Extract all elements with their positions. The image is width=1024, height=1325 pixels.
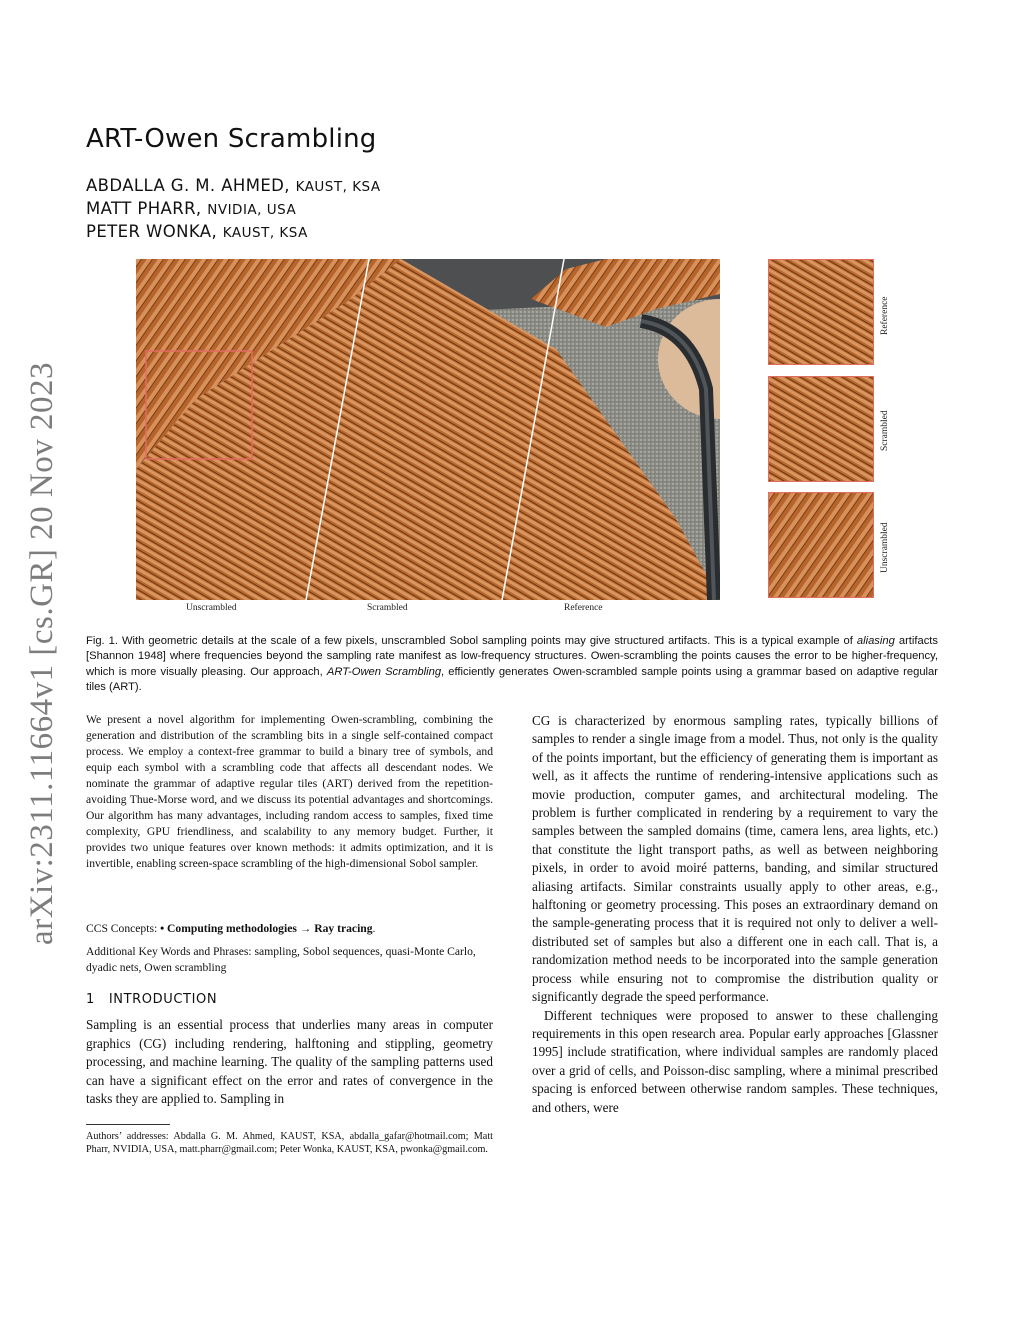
ccs-label: CCS Concepts: [86,922,158,935]
caption-middle: artifacts [Shannon 1948] where frequencies beyond the sampling rate manifest as low-frequency structures. Owen-scrambling the points causes the error to be higher-frequency, which is more visually pleasing. Our approach, [86,635,939,678]
label-reference: Reference [564,603,603,613]
inset-label-scrambled: Scrambled [880,410,890,451]
intro-left-paragraph: Sampling is an essential process that underlies many areas in computer graphics (CG) including rendering, halftoning and stippling, geometry processing, and machine learning. The quality of the sampling patterns used can have a significant effect on the error and rates of convergence in the tasks they are applied to. Sampling in [86,1017,493,1106]
ccs-bullet: • Computing methodologies [160,922,297,935]
caption-italic-aliasing: aliasing [856,635,895,647]
arxiv-stamp: arXiv:2311.11664v1 [cs.GR] 20 Nov 2023 [24,362,60,945]
inset-image [769,377,874,482]
inset-image [769,260,874,365]
caption-prefix: Fig. 1. With geometric details at the scale of a few pixels, unscrambled Sobol sampling points may give structured artifacts. This is a typical example of [86,635,853,647]
author-2 [86,199,296,218]
wicker-chair-render [136,259,720,600]
paper-title: ART-Owen Scrambling [86,124,377,154]
intro-right-paragraph-1: CG is characterized by enormous sampling rates, typically billions of samples to render a single image from a model. Thus, not only is the quality of the points important, but the efficiency of generating them is important as well, as it affects the runtime of rendering-intensive applications such as movie production, computer games, and architectural modeling. The problem is further complicated in rendering by a requirement to vary the samples between the sampled domains (time, camera lens, area lights, etc.) that constitute the light transport paths, as well as between neighboring pixels, in order to avoid moiré patterns, banding, and similar structured aliasing artifacts. Similar constraints usually apply to other areas, e.g., halftoning or geometry processing. This poses an extraordinary demand on the sample-generating process that it is required not only to deliver a well-distributed set of samples but also a different one in each call. That is, a randomization method needs to be incorporated into the sample generation process while ensuring not to compromise the distribution quality or significantly degrade the speed performance. [532,713,938,1005]
label-scrambled: Scrambled [367,603,408,613]
footnote-divider [86,1124,170,1125]
ccs-concepts [86,921,493,937]
caption-italic-method: ART-Owen Scrambling [326,665,442,678]
author-affiliation: KAUST, KSA [222,225,308,241]
author-name: PETER WONKA, [86,222,218,241]
label-unscrambled: Unscrambled [186,603,237,613]
author-name: MATT PHARR, [86,199,202,218]
figure-caption [86,634,938,695]
author-footnote: Authors’ addresses: Abdalla G. M. Ahmed, KAUST, KSA, abdalla_gafar@hotmail.com; Matt Pharr, NVIDIA, USA, matt.pharr@gmail.com; Peter Wonka, KAUST, KSA, pwonka@gmail.com. [86,1131,493,1156]
inset-reference [768,259,874,365]
caption-suffix: , efficiently generates Owen-scrambled sample points using a grammar based on adaptive regular tiles (ART). [86,665,938,693]
author-name: ABDALLA G. M. AHMED, [86,176,290,195]
author-affiliation: NVIDIA, USA [207,202,297,218]
inset-image [769,493,874,598]
inset-scrambled [768,376,874,482]
inset-label-reference: Reference [880,296,890,335]
keywords: Additional Key Words and Phrases: sampling, Sobol sequences, quasi-Monte Carlo, dyadic nets, Owen scrambling [86,945,476,974]
ccs-end: . [372,922,376,935]
intro-right-paragraph-2: Different techniques were proposed to answer to these challenging requirements in this open research area. Popular early approaches [Glassner 1995] include stratification, where individual samples are randomly placed over a grid of cells, and Poisson-disc sampling, where a minimal prescribed spacing is enforced between otherwise random samples. These techniques, and others, were [532,1007,938,1115]
teaser-render [136,259,720,600]
section-number: 1 [86,992,95,1007]
section-title: INTRODUCTION [108,992,218,1007]
section-heading [86,992,217,1007]
author-affiliation: KAUST, KSA [295,179,381,195]
abstract: We present a novel algorithm for implementing Owen-scrambling, combining the generation and distribution of the scrambling bits in a single self-contained compact process. We employ a context-free grammar to build a binary tree of symbols, and equip each symbol with a scrambling code that affects all descendant nodes. We nominate the grammar of adaptive regular tiles (ART) derived from the repetition-avoiding Thue-Morse word, and we discuss its potential advantages and shortcomings. Our algorithm has many advantages, including random access to samples, fixed time complexity, GPU friendliness, and scalability to any memory budget. Further, it provides two unique features over known methods: it admits optimization, and it is invertible, enabling screen-space scrambling of the high-dimensional Sobol sampler. [86,713,493,870]
intro-right-column [532,712,938,1117]
ccs-arrow: → [299,922,312,935]
inset-unscrambled [768,492,874,598]
author-3 [86,222,308,241]
inset-label-unscrambled: Unscrambled [880,522,890,573]
ccs-topic: Ray tracing [314,922,373,935]
author-1 [86,176,381,195]
